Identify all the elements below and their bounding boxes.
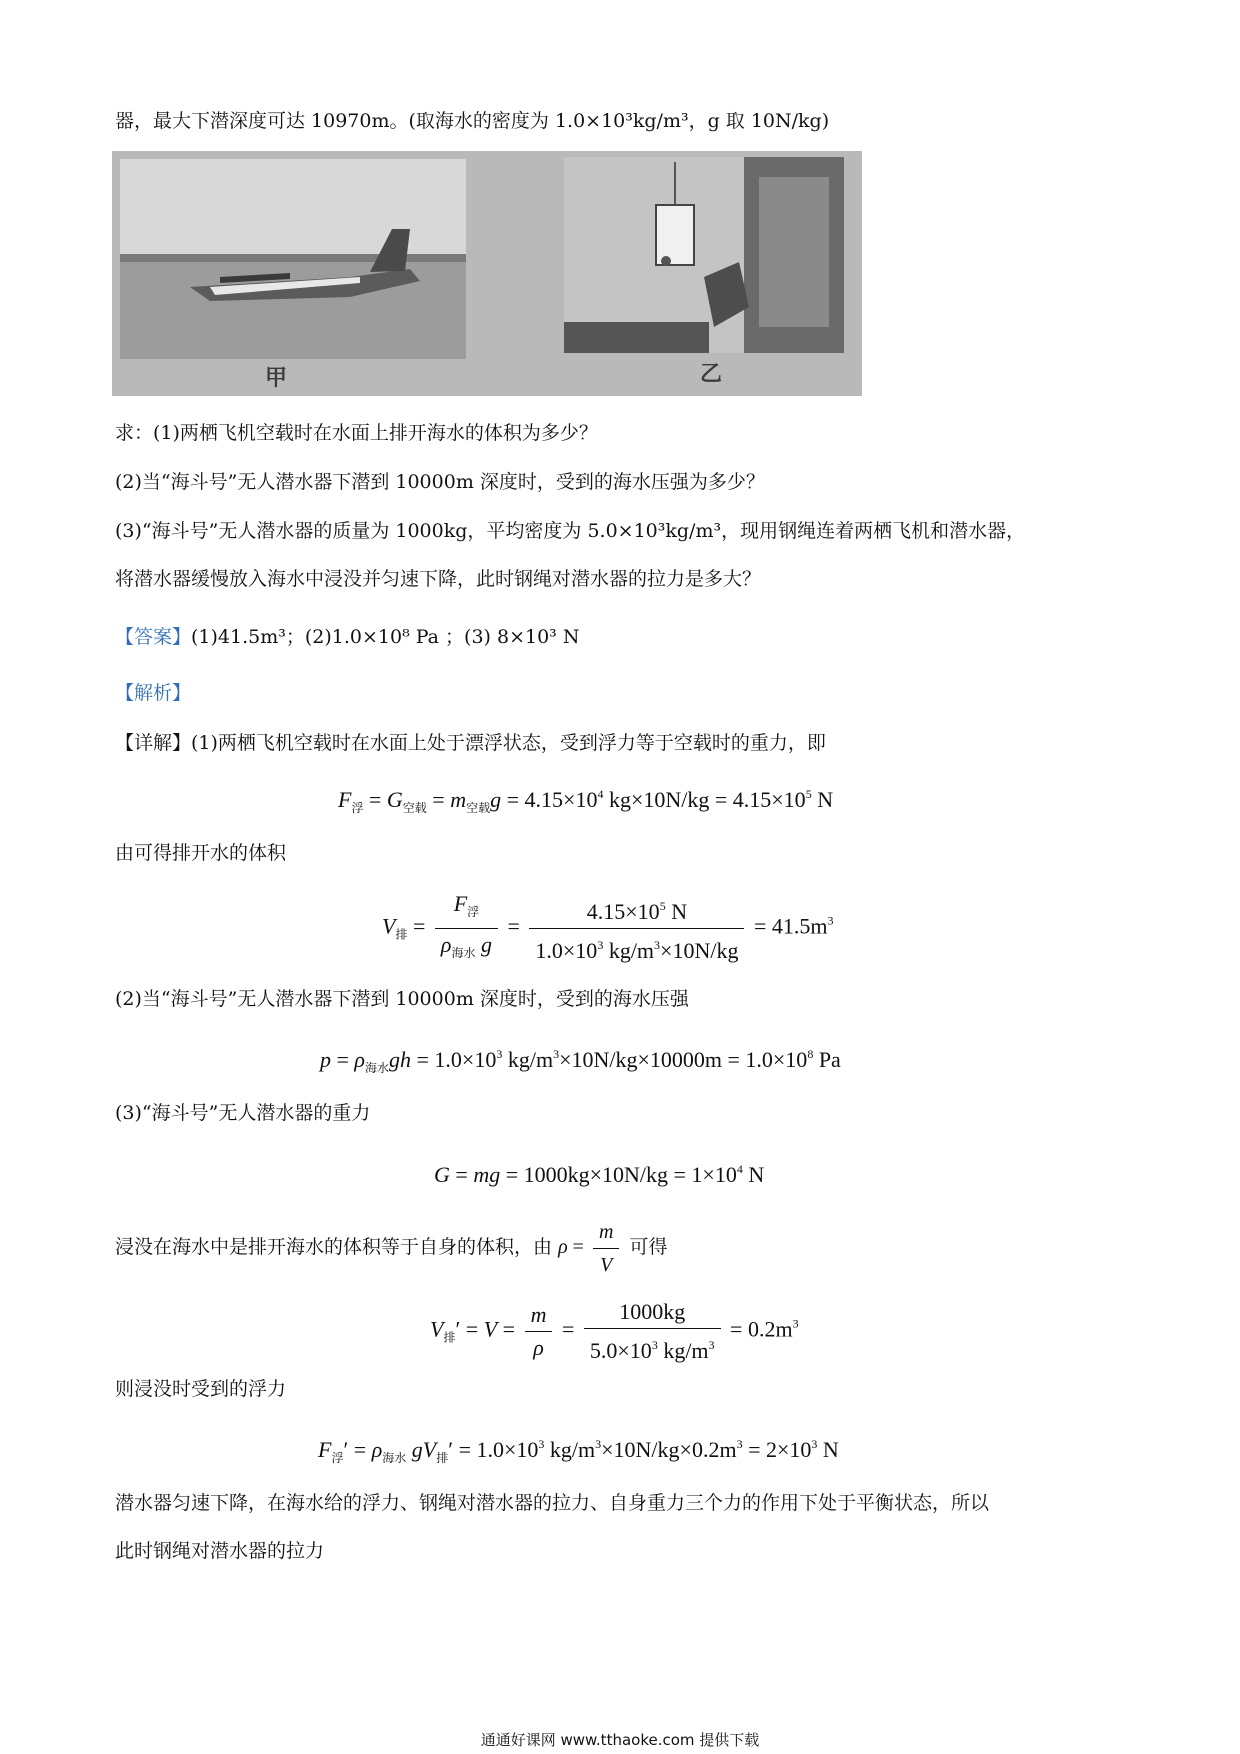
detail-line-7: 潜水器匀速下降，在海水给的浮力、钢绳对潜水器的拉力、自身重力三个力的作用下处于平衡状态，所以 xyxy=(115,1492,990,1514)
footer: 通通好课网 www.tthaoke.com 提供下载 xyxy=(480,1731,760,1749)
question-2: (2)当“海斗号”无人潜水器下潜到 10000m 深度时，受到的海水压强为多少？ xyxy=(115,471,765,493)
equation-buoyancy-submerged: $F_浮' = \rho_{海水}$ $gV_排' = 1.0\times 10^3$ $kg/m^3\times 10N/kg\times 0.2m^3 = 2\times 10^3$ N xyxy=(318,1437,839,1465)
submersible-photo xyxy=(564,157,844,353)
answer-text: (1)41.5m³；(2)1.0×10⁸ Pa ；(3) 8×10³ N xyxy=(191,626,580,648)
detail-line-5 xyxy=(115,1218,667,1279)
detail-text-5a: 浸没在海水中是排开海水的体积等于自身的体积，由 xyxy=(115,1236,553,1259)
density-formula: ρ = $\frac{m}{V}$ xyxy=(558,1236,623,1258)
equation-gravity: G = mg = $1000kg\times 10N/kg = 1\times 10^4$ N xyxy=(434,1162,765,1187)
detail-line-2: 由可得排开水的体积 xyxy=(115,842,287,864)
detail-line-3: (2)当“海斗号”无人潜水器下潜到 10000m 深度时，受到的海水压强 xyxy=(115,988,689,1010)
detail-line-8: 此时钢绳对潜水器的拉力 xyxy=(115,1540,325,1562)
analysis-tag: 【解析】 xyxy=(115,682,192,704)
detail-text-5b: 可得 xyxy=(629,1236,668,1259)
equation-buoyancy-empty: $F_浮 = G_{空载} = m_{空载}g = 4.15\times 10^4$ $kg\times 10N/kg = 4.15\times 10^5$ N xyxy=(338,787,834,815)
detail-text-1: (1)两栖飞机空载时在水面上处于漂浮状态，受到浮力等于空载时的重力，即 xyxy=(191,732,826,754)
question-3-line-2: 将潜水器缓慢放入海水中浸没并匀速下降，此时钢绳对潜水器的拉力是多大？ xyxy=(115,568,762,590)
answer-line xyxy=(115,624,579,650)
detail-line-6: 则浸没时受到的浮力 xyxy=(115,1378,287,1400)
equation-submersible-volume: $V_排' = V$ = $\frac{m}{\rho}$ = $\frac{1000kg}{5.0\times 10^3 kg/m^3}$ = $0.2m^3$ xyxy=(430,1299,799,1363)
equation-displaced-volume: $V_排$ = $\frac{F_浮}{\rho_{海水} g}$ = $\frac{4.15\times 10^5 N}{1.0\times 10^3 kg/m^3\times 10N/kg}$ = $41.5m^3$ xyxy=(382,891,834,963)
detail-tag: 【详解】 xyxy=(115,732,192,754)
figure-photos xyxy=(112,151,862,396)
seaplane-photo xyxy=(120,159,466,359)
question-3-line-1: (3)“海斗号”无人潜水器的质量为 1000kg，平均密度为 5.0×10³kg/m³，现用钢绳连着两栖飞机和潜水器， xyxy=(115,520,1026,542)
detail-line-4: (3)“海斗号”无人潜水器的重力 xyxy=(115,1102,371,1124)
question-1: 求：(1)两栖飞机空载时在水面上排开海水的体积为多少？ xyxy=(115,422,598,444)
figure-label-jia: 甲 xyxy=(265,366,288,391)
detail-line-1 xyxy=(115,730,826,756)
answer-tag: 【答案】 xyxy=(115,626,192,648)
equation-pressure: $p = \rho_{海水}gh = 1.0\times 10^3$ $kg/m^3\times 10N/kg\times 10000m = 1.0\times 10^8$ Pa xyxy=(320,1047,841,1075)
intro-line: 器，最大下潜深度可达 10970m。(取海水的密度为 1.0×10³kg/m³，g 取 10N/kg) xyxy=(115,110,830,132)
figure-label-yi: 乙 xyxy=(700,362,723,387)
